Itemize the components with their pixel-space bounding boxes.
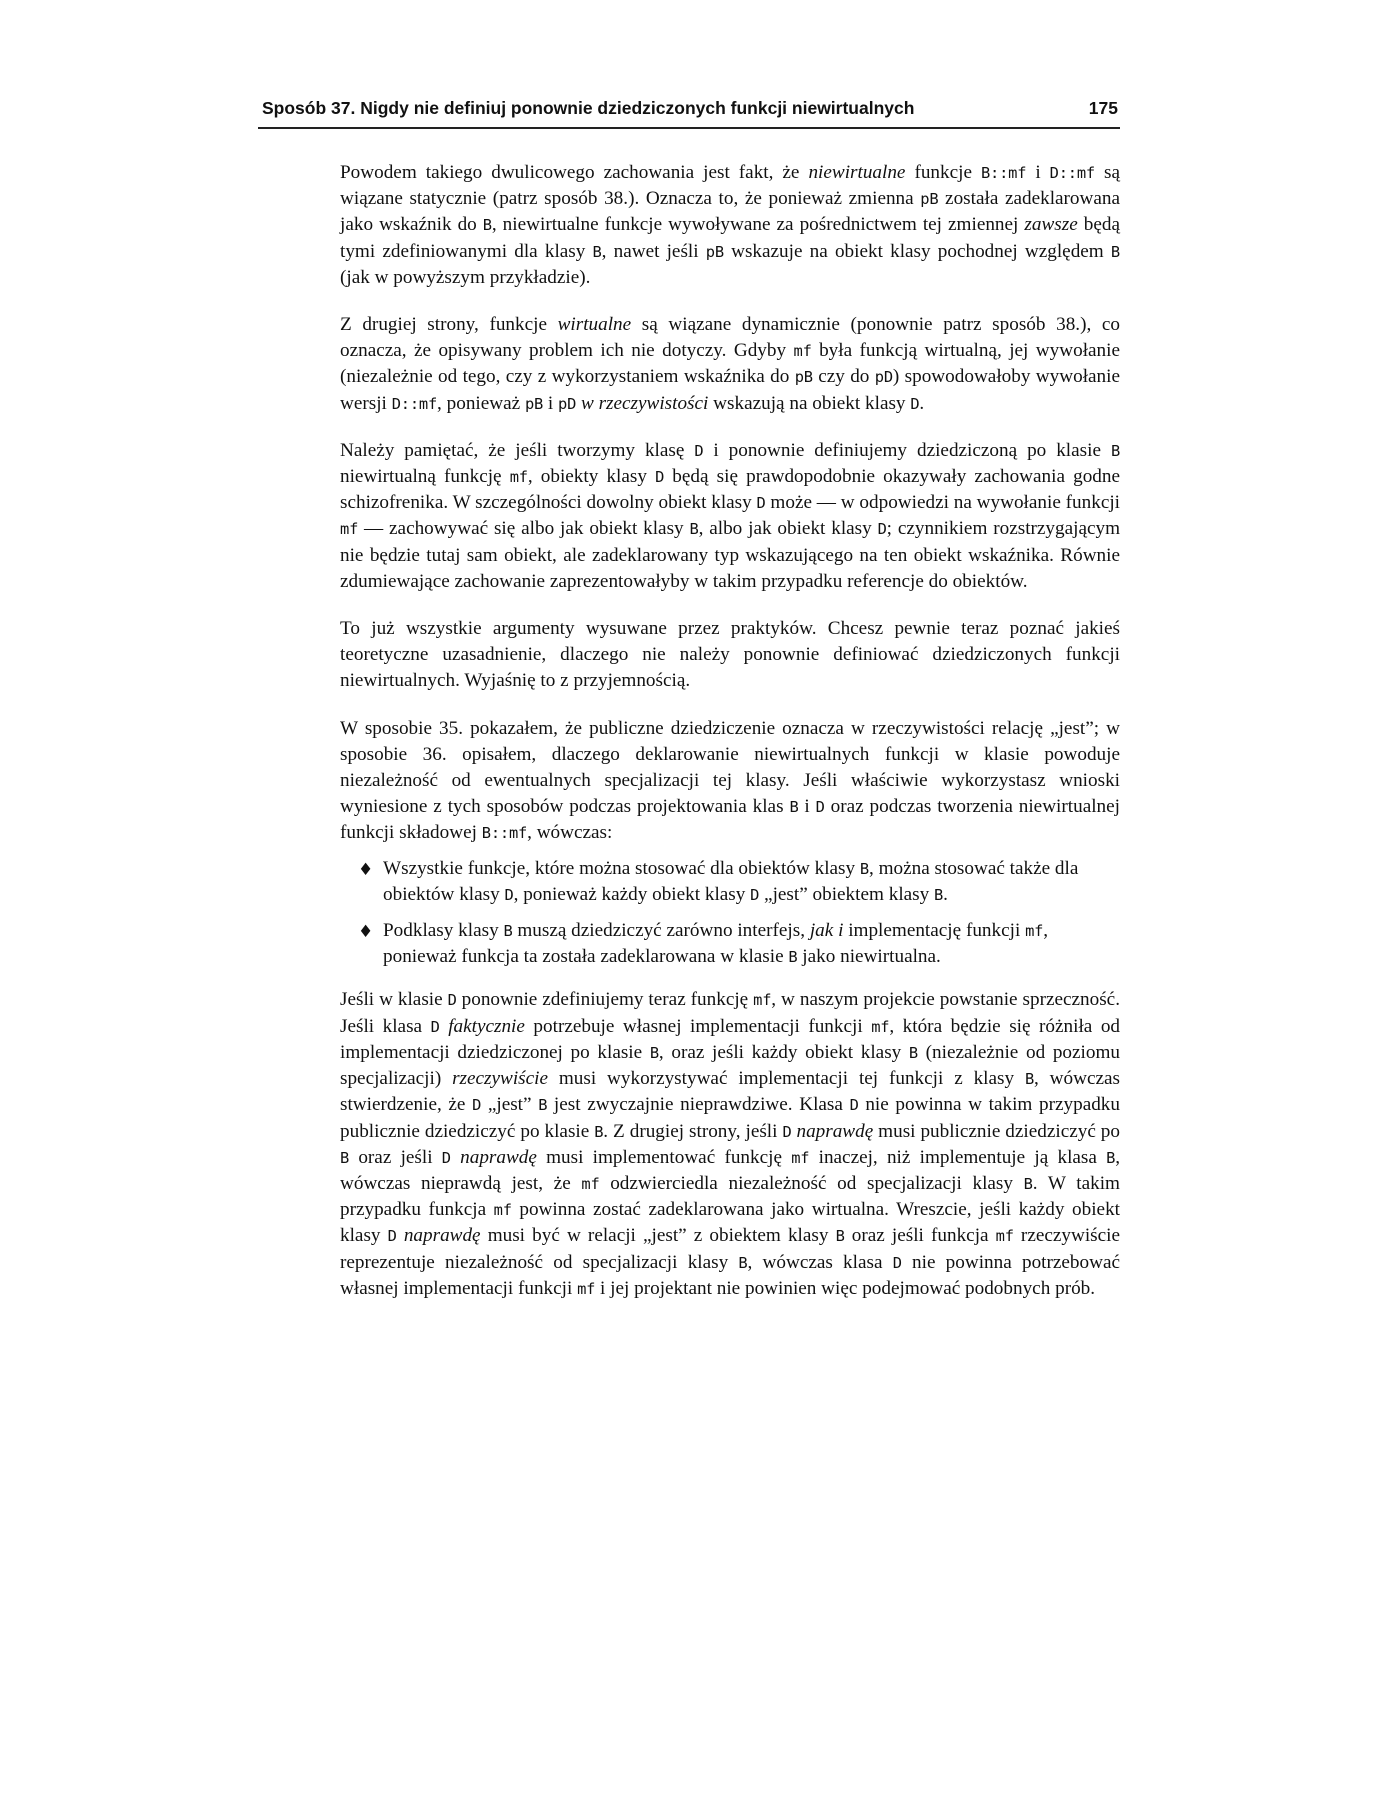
text-run: i xyxy=(543,392,559,414)
text-run: , niewirtualne funkcje wywoływane za pośrednictwem tej zmiennej xyxy=(491,214,1025,236)
code-identifier: D xyxy=(877,520,887,539)
page-body xyxy=(340,160,1120,1323)
text-run: . W takim przypadku funkcja xyxy=(340,1172,1120,1221)
text-run: To już wszystkie argumenty wysuwane przez praktyków. Chcesz pewnie teraz poznać jakieś teoretyczne uzasadnienie, dlaczego nie należy ponownie definiować dziedziczonych funkcji niewirtualnych. Wyjaśnię to z przyjemnością. xyxy=(340,618,1120,692)
text-run: W sposobie 35. pokazałem, że publiczne dziedziczenie oznacza w rzeczywistości relację „jest”; w sposobie 36. opisałem, dlaczego deklarowanie niewirtualnych funkcji w klasie powoduje niezależność od ewentualnych specjalizacji tej klasy. Jeśli właściwie wykorzystasz wnioski wyniesione z tych sposobów podczas projektowania klas xyxy=(340,717,1120,818)
emphasis-text: w rzeczywistości xyxy=(580,392,709,414)
code-identifier: mf xyxy=(871,1017,890,1036)
text-run: , oraz jeśli każdy obiekt klasy xyxy=(658,1041,909,1063)
code-identifier: D xyxy=(655,468,665,487)
paragraph xyxy=(340,160,1120,291)
text-run: , ponieważ xyxy=(437,392,525,414)
text-run: odzwierciedla niezależność od specjalizacji klasy xyxy=(599,1172,1024,1194)
text-run: „jest” xyxy=(481,1094,539,1116)
code-identifier: B xyxy=(788,948,798,967)
code-identifier: D xyxy=(447,991,457,1010)
code-identifier: B xyxy=(738,1253,748,1272)
code-identifier: pD xyxy=(558,394,577,413)
text-run: są wiązane statycznie (patrz sposób 38.). Oznacza to, że ponieważ zmienna xyxy=(340,162,1120,210)
text-run: (jak w powyższym przykładzie). xyxy=(340,266,591,288)
code-identifier: D xyxy=(472,1096,482,1115)
text-run: . xyxy=(943,883,948,905)
code-identifier: mf xyxy=(581,1174,600,1193)
code-identifier: B xyxy=(503,922,513,941)
text-run: została zadeklarowana jako wskaźnik do xyxy=(340,188,1121,236)
code-identifier: B xyxy=(908,1043,918,1062)
code-identifier: B xyxy=(1024,1070,1035,1089)
text-run: Podklasy klasy xyxy=(383,920,504,942)
code-identifier: D xyxy=(441,1148,451,1167)
code-identifier: B xyxy=(835,1227,845,1246)
code-identifier: B xyxy=(594,1122,604,1141)
text-run: i xyxy=(1026,162,1050,183)
code-identifier: pB xyxy=(920,190,939,209)
code-identifier: mf xyxy=(793,342,812,361)
diamond-bullet-icon: ♦ xyxy=(358,859,374,880)
emphasis-text: faktycznie xyxy=(448,1015,525,1037)
text-run: musi wykorzystywać implementacji tej funkcji z klasy xyxy=(548,1068,1025,1090)
text-run: , która będzie się różniła od implementacji dziedziczonej po klasie xyxy=(340,1015,1121,1063)
code-identifier: mf xyxy=(995,1227,1014,1246)
text-run: Jeśli w klasie xyxy=(340,989,448,1011)
text-run: , można stosować także dla obiektów klasy xyxy=(383,857,1079,905)
code-identifier: pB xyxy=(794,368,813,387)
emphasis-text: jak i xyxy=(809,920,844,942)
code-identifier: D xyxy=(694,441,704,460)
code-identifier: D xyxy=(782,1122,792,1141)
paragraph xyxy=(340,616,1120,695)
text-run: ; czynnikiem rozstrzygającym nie będzie tutaj sam obiekt, ale zadeklarowany typ wskazującego na ten obiekt wskaźnika. Równie zdumiewające zachowanie zaprezentowałyby w takim przypadku referencje do obiektów. xyxy=(340,518,1121,592)
code-identifier: B xyxy=(649,1043,659,1062)
text-run: musi implementować funkcję xyxy=(536,1146,792,1168)
code-identifier: B xyxy=(1106,1148,1116,1167)
text-run: , wówczas stwierdzenie, że xyxy=(340,1068,1120,1116)
emphasis-text: wirtualne xyxy=(557,314,632,336)
code-identifier: mf xyxy=(509,468,528,487)
text-run xyxy=(451,1147,460,1168)
code-identifier: pB xyxy=(705,242,724,261)
bullet-text xyxy=(383,920,1048,967)
text-run: Należy pamiętać, że jeśli tworzymy klasę xyxy=(340,439,695,461)
text-run: oraz jeśli xyxy=(349,1146,442,1168)
code-identifier: D xyxy=(815,798,825,817)
code-identifier: pB xyxy=(524,394,544,413)
text-run: , ponieważ każdy obiekt klasy xyxy=(513,883,751,905)
paragraph xyxy=(340,438,1120,595)
text-run: „jest” obiektem klasy xyxy=(759,883,935,905)
text-run: , nawet jeśli xyxy=(601,240,706,262)
code-identifier: D xyxy=(849,1096,859,1115)
text-run: , obiekty klasy xyxy=(527,466,656,488)
text-run xyxy=(397,1225,404,1246)
code-identifier: B xyxy=(859,859,869,878)
text-run: implementację funkcji xyxy=(843,920,1026,942)
text-run: i xyxy=(798,796,816,818)
bullet-item xyxy=(340,918,1120,970)
emphasis-text: naprawdę xyxy=(460,1146,537,1168)
text-run: nie powinna w takim przypadku publicznie dziedziczyć po klasie xyxy=(340,1094,1120,1142)
text-run: niewirtualną funkcję xyxy=(340,466,510,488)
running-header xyxy=(258,97,1120,129)
text-run xyxy=(440,1016,449,1037)
emphasis-text: rzeczywiście xyxy=(452,1068,548,1090)
code-identifier: D::mf xyxy=(391,394,438,413)
code-identifier: B xyxy=(1110,242,1120,261)
text-run: czy do xyxy=(812,366,875,388)
text-run: ) spowodowałoby wywołanie wersji xyxy=(340,366,1120,414)
diamond-bullet-icon: ♦ xyxy=(358,922,374,943)
text-run: (niezależnie od poziomu specjalizacji) xyxy=(340,1041,1120,1090)
text-run: potrzebuje własnej implementacji funkcji xyxy=(524,1015,872,1037)
text-run: wskazują na obiekt klasy xyxy=(708,392,911,414)
code-identifier: mf xyxy=(1025,922,1044,941)
text-run: Wszystkie funkcje, które można stosować dla obiektów klasy xyxy=(383,857,860,879)
code-identifier: B xyxy=(538,1096,548,1115)
bullet-list xyxy=(340,856,1120,971)
text-run: muszą dziedziczyć zarówno interfejs, xyxy=(512,920,810,942)
code-identifier: B xyxy=(482,216,492,235)
text-run: ponownie zdefiniujemy teraz funkcję xyxy=(456,989,754,1011)
code-identifier: D::mf xyxy=(1049,164,1095,182)
text-run: i ponownie definiujemy dziedziczoną po klasie xyxy=(703,439,1111,461)
text-run: , wówczas: xyxy=(527,822,613,844)
text-run: będą się prawdopodobnie okazywały zachowania godne schizofrenika. W szczególności dowolny obiekt klasy xyxy=(340,466,1120,514)
code-identifier: mf xyxy=(493,1201,512,1220)
text-run: , wówczas nieprawdą jest, że xyxy=(340,1146,1121,1194)
text-run: funkcje xyxy=(905,162,981,183)
text-run: oraz jeśli funkcja xyxy=(844,1225,996,1247)
text-run: inaczej, niż implementuje ją klasa xyxy=(809,1146,1107,1168)
text-run: powinna zostać zadeklarowana jako wirtualna. Wreszcie, jeśli każdy obiekt klasy xyxy=(340,1199,1121,1247)
text-run: , ponieważ funkcja ta została zadeklarowana w klasie xyxy=(383,920,1049,968)
code-identifier: B xyxy=(592,242,602,261)
text-run: musi być w relacji „jest” z obiektem klasy xyxy=(480,1225,836,1247)
code-identifier: B xyxy=(1023,1174,1033,1193)
text-run: będą tymi zdefiniowanymi dla klasy xyxy=(340,214,1120,262)
code-identifier: D xyxy=(387,1227,397,1246)
code-identifier: D xyxy=(892,1253,902,1272)
code-identifier: D xyxy=(756,494,766,513)
code-identifier: B::mf xyxy=(481,824,528,843)
text-run: — zachowywać się albo jak obiekt klasy xyxy=(358,518,690,540)
text-run: jest zwyczajnie nieprawdziwe. Klasa xyxy=(547,1094,850,1116)
code-identifier: D xyxy=(504,885,514,904)
text-run: może — w odpowiedzi na wywołanie funkcji xyxy=(765,492,1120,514)
code-identifier: mf xyxy=(340,520,359,539)
text-run: i jej projektant nie powinien więc podejmować podobnych prób. xyxy=(595,1277,1096,1299)
code-identifier: pD xyxy=(874,368,893,387)
code-identifier: D xyxy=(750,885,760,904)
text-run: , albo jak obiekt klasy xyxy=(698,518,878,540)
text-run: Powodem takiego dwulicowego zachowania jest fakt, że xyxy=(340,162,809,183)
emphasis-text: naprawdę xyxy=(403,1225,481,1247)
code-identifier: mf xyxy=(577,1279,596,1298)
text-run: rzeczywiście reprezentuje niezależność od specjalizacji klasy xyxy=(340,1225,1120,1273)
text-run: . Z drugiej strony, jeśli xyxy=(603,1120,783,1142)
text-run: oraz podczas tworzenia niewirtualnej funkcji składowej xyxy=(340,796,1120,844)
code-identifier: B xyxy=(340,1148,350,1167)
paragraph xyxy=(340,716,1120,847)
code-identifier: D xyxy=(910,394,920,413)
text-run: , wówczas klasa xyxy=(747,1251,893,1273)
running-header-title: Sposób 37. Nigdy nie definiuj ponownie dziedziczonych funkcji niewirtualnych xyxy=(262,98,915,118)
text-run: musi publicznie dziedziczyć po xyxy=(873,1120,1120,1142)
code-identifier: mf xyxy=(791,1148,810,1167)
text-run: jako niewirtualna. xyxy=(797,946,941,968)
text-run: , w naszym projekcie powstanie sprzeczność. Jeśli klasa xyxy=(340,989,1120,1037)
emphasis-text: zawsze xyxy=(1024,214,1078,236)
page-number: 175 xyxy=(1088,98,1118,118)
text-run: nie powinna potrzebować własnej implementacji funkcji xyxy=(340,1251,1120,1299)
bullet-item xyxy=(340,856,1120,908)
emphasis-text: naprawdę xyxy=(796,1120,874,1142)
code-identifier: D xyxy=(430,1017,440,1036)
code-identifier: B xyxy=(689,520,699,539)
text-run: wskazuje na obiekt klasy pochodnej względem xyxy=(723,240,1111,262)
text-run: Z drugiej strony, funkcje xyxy=(340,314,558,336)
bullet-text xyxy=(383,858,1078,905)
emphasis-text: niewirtualne xyxy=(808,162,906,183)
paragraph xyxy=(340,987,1120,1301)
code-identifier: B::mf xyxy=(980,164,1027,182)
code-identifier: B xyxy=(934,885,944,904)
text-run: była funkcją wirtualną, jej wywołanie (niezależnie od tego, czy z wykorzystaniem wskaźnika do xyxy=(340,340,1120,388)
code-identifier: B xyxy=(789,798,799,817)
code-identifier: B xyxy=(1110,441,1121,460)
paragraph xyxy=(340,312,1120,417)
code-identifier: mf xyxy=(753,991,772,1010)
text-run: są wiązane dynamicznie (ponownie patrz sposób 38.), co oznacza, że opisywany problem ich nie dotyczy. Gdyby xyxy=(340,314,1120,362)
text-run: . xyxy=(919,392,925,414)
